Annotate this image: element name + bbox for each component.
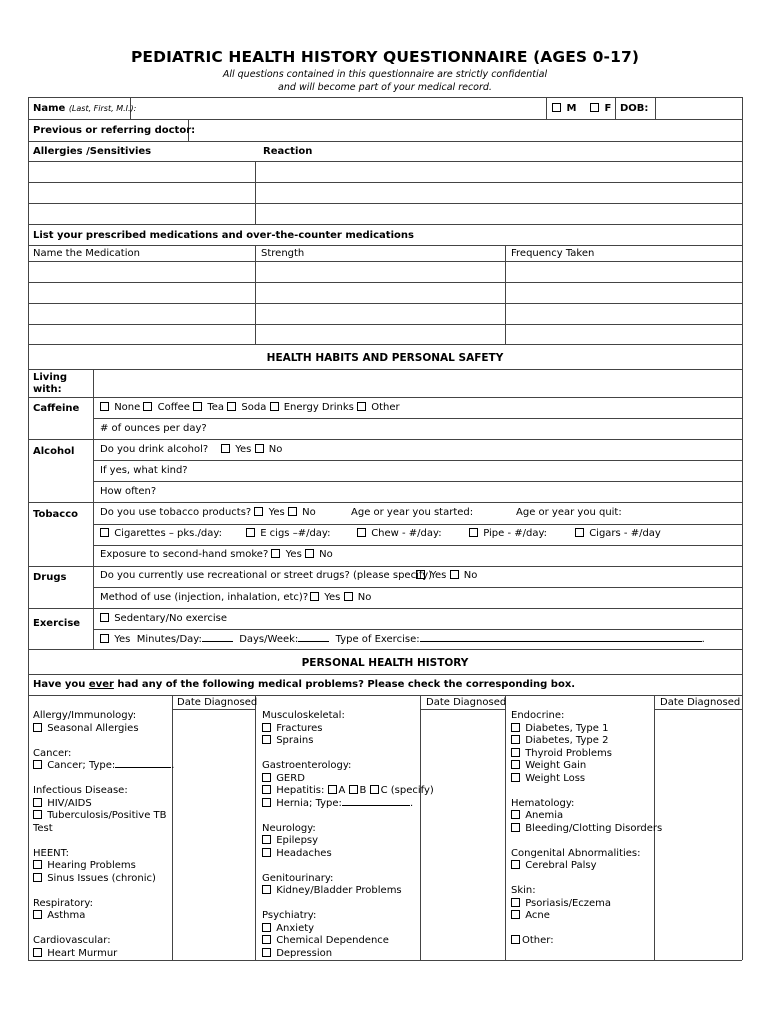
- spacer: [33, 835, 174, 848]
- infectious-disease-category: Infectious Disease:: [33, 785, 128, 796]
- depression-checkbox[interactable]: Depression: [262, 948, 434, 961]
- cardiovascular-category: Cardiovascular:: [33, 935, 111, 946]
- neurology-category: Neurology:: [262, 822, 316, 834]
- allergies-header: Allergies /Sensitivies: [33, 146, 152, 157]
- hearing-problems-checkbox[interactable]: Hearing Problems: [33, 860, 174, 873]
- strength-header: Strength: [261, 248, 305, 259]
- personal-history-heading: PERSONAL HEALTH HISTORY: [301, 657, 469, 669]
- allergy-field-3[interactable]: [30, 205, 253, 222]
- drugs-method-no-checkbox[interactable]: No: [344, 592, 372, 603]
- spacer: [511, 785, 662, 798]
- confidential-note-1: All questions contained in this questionnaire are strictly confidential: [222, 69, 548, 80]
- exercise-type-field[interactable]: [420, 641, 702, 642]
- spacer: [33, 885, 174, 898]
- spacer: [262, 810, 434, 823]
- doctor-label: Previous or referring doctor:: [33, 125, 196, 136]
- asthma-checkbox[interactable]: Asthma: [33, 910, 174, 923]
- acne-checkbox[interactable]: Acne: [511, 910, 662, 923]
- sex-female-checkbox[interactable]: F: [590, 103, 611, 115]
- reaction-field-1[interactable]: [257, 163, 740, 180]
- date-diagnosed-header-2: Date Diagnosed: [426, 697, 507, 708]
- living-with-label: Living with:: [33, 372, 68, 395]
- dob-field[interactable]: [658, 99, 740, 117]
- diabetes-type-2-checkbox[interactable]: Diabetes, Type 2: [511, 735, 662, 748]
- history-column-2: [262, 710, 434, 960]
- hiv-aids-checkbox[interactable]: HIV/AIDS: [33, 798, 174, 811]
- spacer: [511, 835, 662, 848]
- alcohol-often-label: How often?: [100, 486, 157, 497]
- alcohol-yes-no: [221, 444, 282, 456]
- alcohol-label: Alcohol: [33, 446, 75, 457]
- allergy-immunology-category: Allergy/Immunology:: [33, 710, 137, 721]
- sinus-issues-chronic-checkbox[interactable]: Sinus Issues (chronic): [33, 873, 174, 886]
- drugs-method-yes-checkbox[interactable]: Yes: [310, 592, 340, 603]
- sedentary-checkbox[interactable]: Sedentary/No exercise: [100, 613, 227, 625]
- other-checkbox[interactable]: Other:: [511, 935, 662, 948]
- medication-name-header: Name the Medication: [33, 248, 140, 259]
- weight-loss-checkbox[interactable]: Weight Loss: [511, 773, 662, 786]
- alcohol-no-checkbox[interactable]: No: [255, 444, 283, 455]
- cigars-checkbox[interactable]: Cigars - #/day: [575, 528, 661, 540]
- caffeine-label: Caffeine: [33, 403, 80, 414]
- history-question: Have you ever had any of the following medical problems? Please check the corresponding box.: [33, 679, 576, 690]
- spacer: [511, 873, 662, 886]
- tobacco-no-checkbox[interactable]: No: [288, 507, 316, 518]
- spacer: [262, 898, 434, 911]
- minutes-field[interactable]: [202, 641, 233, 642]
- endocrine-category: Endocrine:: [511, 710, 565, 721]
- name-label: Name (Last, First, M.I.):: [33, 103, 137, 114]
- psoriasis-eczema-checkbox[interactable]: Psoriasis/Eczema: [511, 898, 662, 911]
- skin-category: Skin:: [511, 885, 536, 896]
- tobacco-quit-label: Age or year you quit:: [516, 507, 622, 518]
- type-field[interactable]: [115, 767, 171, 768]
- reaction-field-3[interactable]: [257, 205, 740, 222]
- alcohol-question: Do you drink alcohol?: [100, 444, 209, 455]
- days-field[interactable]: [298, 641, 329, 642]
- caffeine-options: [100, 402, 400, 414]
- heent-category: HEENT:: [33, 847, 70, 859]
- spacer: [33, 773, 174, 786]
- chemical-dependence-checkbox[interactable]: Chemical Dependence: [262, 935, 434, 948]
- history-column-3: [511, 710, 662, 948]
- spacer: [33, 735, 174, 748]
- spacer: [33, 923, 174, 936]
- diabetes-type-1-checkbox[interactable]: Diabetes, Type 1: [511, 723, 662, 736]
- chew-checkbox[interactable]: Chew - #/day:: [357, 528, 442, 540]
- exercise-label: Exercise: [33, 618, 81, 629]
- gastroenterology-category: Gastroenterology:: [262, 760, 352, 771]
- alcohol-kind-label: If yes, what kind?: [100, 465, 188, 476]
- secondhand-yes-checkbox[interactable]: Yes: [271, 549, 301, 560]
- epilepsy-checkbox[interactable]: Epilepsy: [262, 835, 434, 848]
- caffeine-none-checkbox[interactable]: None: [100, 402, 140, 413]
- drugs-no-checkbox[interactable]: No: [450, 570, 478, 581]
- ounces-per-day-label: # of ounces per day?: [100, 423, 207, 434]
- doctor-field[interactable]: [192, 121, 740, 139]
- cancer-type-checkbox[interactable]: Cancer; Type: .: [33, 760, 174, 773]
- sex-male-checkbox[interactable]: M: [552, 103, 576, 115]
- tobacco-started-label: Age or year you started:: [351, 507, 474, 518]
- frequency-header: Frequency Taken: [511, 248, 595, 259]
- alcohol-yes-checkbox[interactable]: Yes: [221, 444, 251, 455]
- fractures-checkbox[interactable]: Fractures: [262, 723, 434, 736]
- form-title: PEDIATRIC HEALTH HISTORY QUESTIONNAIRE (AGES 0-17): [130, 48, 640, 66]
- anemia-checkbox[interactable]: Anemia: [511, 810, 662, 823]
- reaction-header: Reaction: [263, 146, 313, 157]
- type-field[interactable]: [342, 805, 410, 806]
- secondhand-smoke-question: Exposure to second-hand smoke? Yes No: [100, 549, 333, 560]
- kidney-bladder-problems-checkbox[interactable]: Kidney/Bladder Problems: [262, 885, 434, 898]
- thyroid-problems-checkbox[interactable]: Thyroid Problems: [511, 748, 662, 761]
- tobacco-label: Tobacco: [33, 509, 78, 520]
- medication-field-1[interactable]: [30, 263, 253, 280]
- seasonal-allergies-checkbox[interactable]: Seasonal Allergies: [33, 723, 174, 736]
- tobacco-question: Do you use tobacco products? Yes No: [100, 507, 316, 518]
- anxiety-checkbox[interactable]: Anxiety: [262, 923, 434, 936]
- spacer: [262, 860, 434, 873]
- cigarettes-checkbox[interactable]: Cigarettes – pks./day:: [100, 528, 222, 540]
- weight-gain-checkbox[interactable]: Weight Gain: [511, 760, 662, 773]
- bleeding-clotting-disorders-checkbox[interactable]: Bleeding/Clotting Disorders: [511, 823, 662, 836]
- caffeine-coffee-checkbox[interactable]: Coffee: [143, 402, 189, 413]
- drugs-method-yes-no: [310, 592, 371, 604]
- ecigs-checkbox[interactable]: E cigs –#/day:: [246, 528, 330, 540]
- caffeine-other-checkbox[interactable]: Other: [357, 402, 400, 413]
- heart-murmur-checkbox[interactable]: Heart Murmur: [33, 948, 174, 961]
- spacer: [262, 748, 434, 761]
- medications-heading: List your prescribed medications and over-the-counter medications: [33, 230, 414, 241]
- reaction-field-2[interactable]: [257, 184, 740, 201]
- hepatitis-checkbox[interactable]: Hepatitis: A B C (specify): [262, 785, 434, 798]
- living-with-field[interactable]: [96, 371, 740, 395]
- sprains-checkbox[interactable]: Sprains: [262, 735, 434, 748]
- name-field[interactable]: [134, 99, 542, 117]
- genitourinary-category: Genitourinary:: [262, 872, 334, 884]
- hernia-type-checkbox[interactable]: Hernia; Type: .: [262, 798, 434, 811]
- drugs-yes-no: [416, 570, 477, 582]
- history-column-1: [33, 710, 174, 960]
- medication-field-4[interactable]: [30, 326, 253, 342]
- caffeine-soda-checkbox[interactable]: Soda: [227, 402, 266, 413]
- drugs-label: Drugs: [33, 572, 67, 583]
- psychiatry-category: Psychiatry:: [262, 910, 317, 921]
- drugs-yes-checkbox[interactable]: Yes: [416, 570, 446, 581]
- caffeine-tea-checkbox[interactable]: Tea: [193, 402, 224, 413]
- hematology-category: Hematology:: [511, 797, 575, 809]
- drugs-question: Do you currently use recreational or street drugs? (please specify): [100, 570, 433, 581]
- confidential-note-2: and will become part of your medical record.: [278, 82, 492, 93]
- exercise-detail: Yes Minutes/Day: Days/Week: Type of Exercise: .: [100, 634, 705, 646]
- medication-field-2[interactable]: [30, 284, 253, 301]
- cerebral-palsy-checkbox[interactable]: Cerebral Palsy: [511, 860, 662, 873]
- secondhand-no-checkbox[interactable]: No: [305, 549, 333, 560]
- gerd-checkbox[interactable]: GERD: [262, 773, 434, 786]
- allergy-field-1[interactable]: [30, 163, 253, 180]
- date-diagnosed-header-3: Date Diagnosed: [660, 697, 741, 708]
- tobacco-yes-checkbox[interactable]: Yes: [254, 507, 284, 518]
- drugs-method-question: Method of use (injection, inhalation, etc)?: [100, 592, 309, 603]
- respiratory-category: Respiratory:: [33, 897, 93, 909]
- caffeine-energy-drinks-checkbox[interactable]: Energy Drinks: [270, 402, 354, 413]
- tuberculosis-positive-tb-checkbox[interactable]: Tuberculosis/Positive TB: [33, 810, 174, 823]
- pipe-checkbox[interactable]: Pipe - #/day:: [469, 528, 547, 540]
- musculoskeletal-category: Musculoskeletal:: [262, 710, 345, 721]
- health-habits-heading: HEALTH HABITS AND PERSONAL SAFETY: [266, 352, 504, 364]
- test-category: Test: [33, 822, 53, 834]
- exercise-yes-checkbox[interactable]: Yes: [100, 634, 130, 645]
- date-diagnosed-header-1: Date Diagnosed: [177, 697, 258, 708]
- cancer-category: Cancer:: [33, 747, 72, 759]
- allergy-field-2[interactable]: [30, 184, 253, 201]
- headaches-checkbox[interactable]: Headaches: [262, 848, 434, 861]
- congenital-abnormalities-category: Congenital Abnormalities:: [511, 847, 641, 859]
- dob-label: DOB:: [620, 103, 649, 114]
- spacer: [511, 923, 662, 936]
- medication-field-3[interactable]: [30, 305, 253, 322]
